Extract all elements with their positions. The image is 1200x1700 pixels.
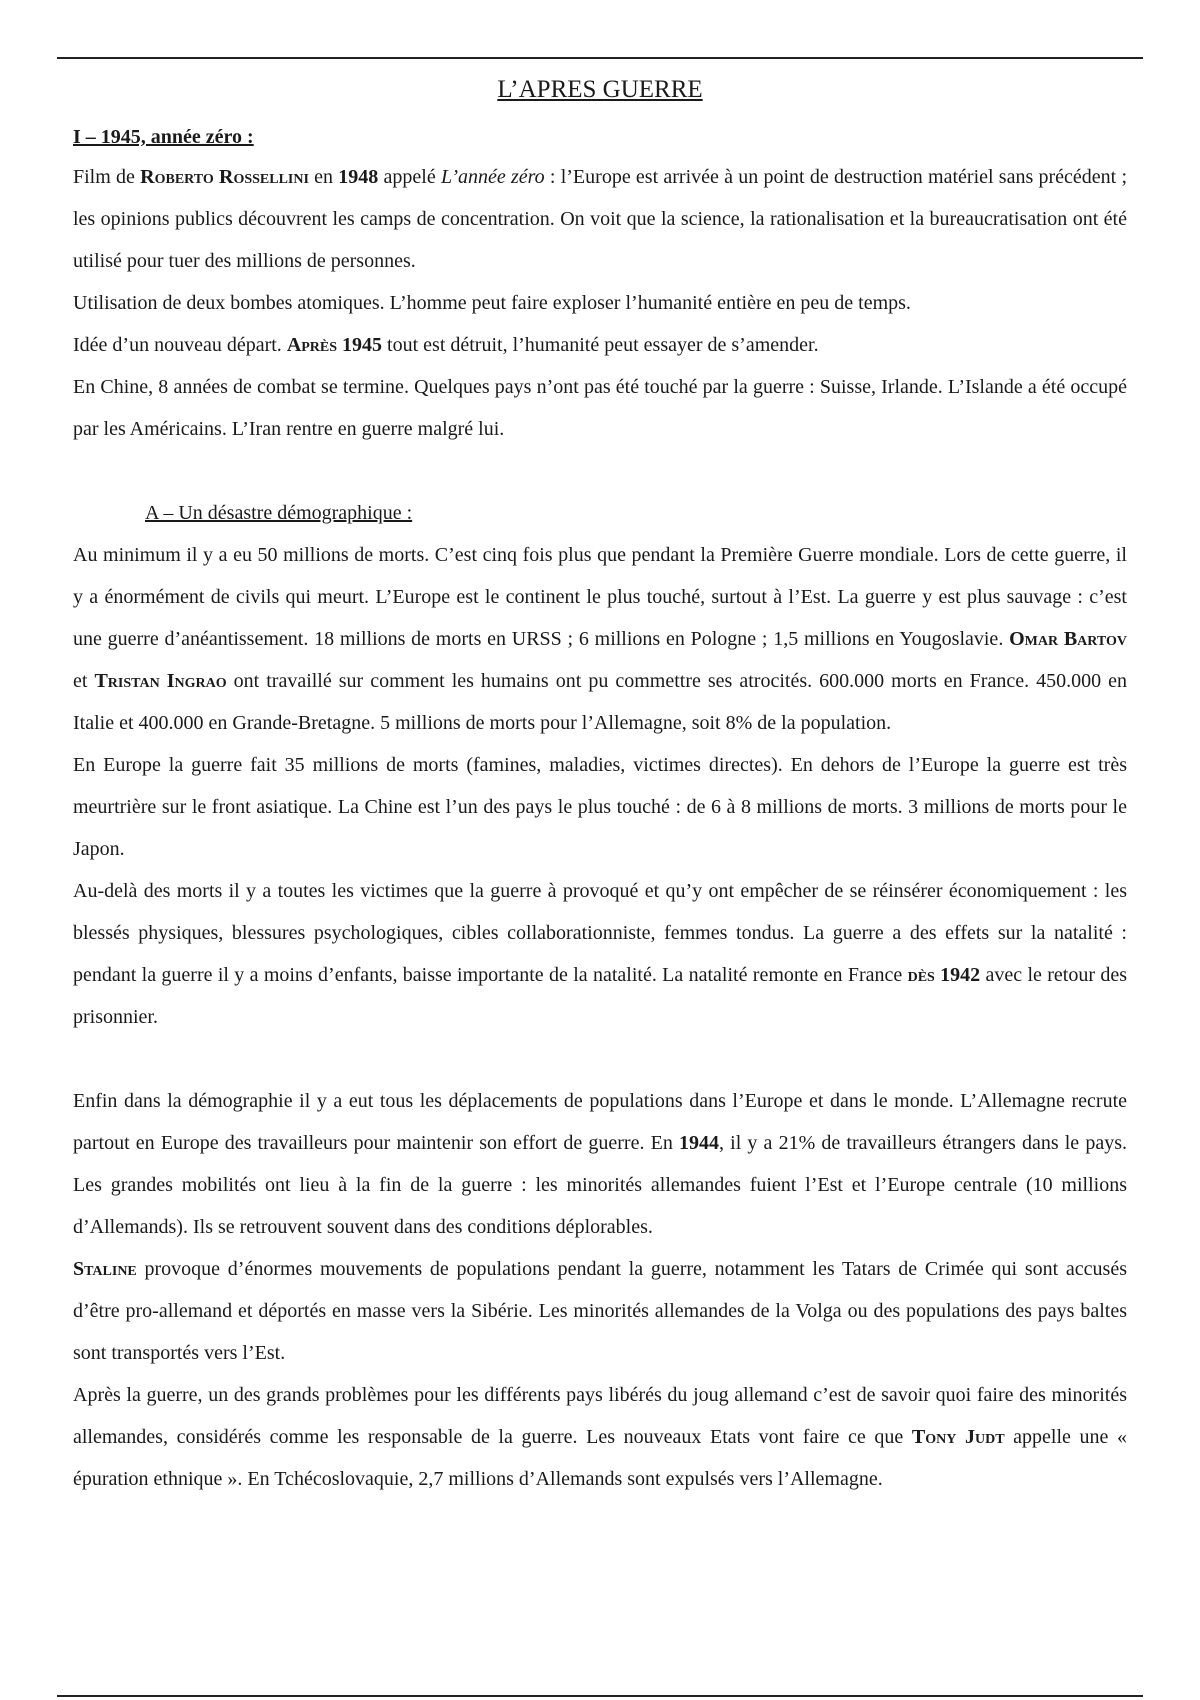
person-name: Tristan Ingrao: [94, 670, 227, 692]
spacer: [73, 450, 1127, 492]
person-name: Omar Bartov: [1009, 628, 1127, 650]
date-marker: dès 1942: [907, 964, 981, 986]
document-page: [73, 70, 1127, 1500]
date-marker: Après 1945: [286, 334, 383, 356]
paragraph-china: En Chine, 8 années de combat se termine. Quelques pays n’ont pas été touché par la guerre : Suisse, Irlande. L’Islande a été occupé par les Américains. L’Iran rentre en guerre malgré lui.: [73, 376, 1127, 440]
person-name: Tony Judt: [911, 1426, 1005, 1448]
spacer: [73, 1038, 1127, 1080]
section-heading-1945: I – 1945, année zéro :: [73, 126, 254, 148]
bottom-rule: [57, 1695, 1143, 1697]
paragraph-displacements: Enfin dans la démographie il y a eut tous les déplacements de populations dans l’Europe et dans le monde. L’Allemagne recrute partout en Europe des travailleurs pour maintenir son effort de guerre. En 1944, il y a 21% de travailleurs étrangers dans le pays. Les grandes mobilités ont lieu à la fin de la guerre : les minorités allemandes fuient l’Est et l’Europe centrale (10 millions d’Allemands). Ils se retrouvent souvent dans des conditions déplorables.: [73, 1090, 1127, 1238]
year: 1944: [678, 1132, 719, 1154]
document-title: L’APRES GUERRE: [497, 76, 703, 103]
paragraph-europe-deaths: En Europe la guerre fait 35 millions de morts (famines, maladies, victimes directes). En dehors de l’Europe la guerre est très meurtrière sur le front asiatique. La Chine est l’un des pays le plus touché : de 6 à 8 millions de morts. 3 millions de morts pour le Japon.: [73, 754, 1127, 860]
paragraph-atomic-bombs: Utilisation de deux bombes atomiques. L’homme peut faire exploser l’humanité entière en peu de temps.: [73, 292, 911, 314]
top-rule: [57, 57, 1143, 59]
person-name: Roberto Rossellini: [140, 166, 309, 188]
year: 1948: [338, 166, 379, 188]
subsection-heading-demography: A – Un désastre démographique :: [145, 502, 413, 524]
paragraph-victims: Au-delà des morts il y a toutes les victimes que la guerre à provoqué et qu’y ont empêcher de se réinsérer économiquement : les blessés physiques, blessures psychologiques, cibles collaborationniste, femmes tondus. La guerre a des effets sur la natalité : pendant la guerre il y a moins d’enfants, baisse importante de la natalité. La natalité remonte en France dès 1942 avec le retour des prisonnier.: [73, 880, 1128, 1028]
paragraph-deaths: Au minimum il y a eu 50 millions de morts. C’est cinq fois plus que pendant la Première Guerre mondiale. Lors de cette guerre, il y a énormément de civils qui meurt. L’Europe est le continent le plus touché, surtout à l’Est. La guerre y est plus sauvage : c’est une guerre d’anéantissement. 18 millions de morts en URSS ; 6 millions en Pologne ; 1,5 millions en Yougoslavie. Omar Bartov et Tristan Ingrao ont travaillé sur comment les humains ont pu commettre ses atrocités. 600.000 morts en France. 450.000 en Italie et 400.000 en Grande-Bretagne. 5 millions de morts pour l’Allemagne, soit 8% de la population.: [73, 544, 1128, 734]
paragraph-rossellini: Film de Roberto Rossellini en 1948 appelé L’année zéro : l’Europe est arrivée à un point de destruction matériel sans précédent ; les opinions publics découvrent les camps de concentration. On voit que la science, la rationalisation et la bureaucratisation ont été utilisé pour tuer des millions de personnes.: [73, 166, 1128, 272]
paragraph-new-start: Idée d’un nouveau départ. Après 1945 tout est détruit, l’humanité peut essayer de s’amender.: [73, 334, 819, 356]
film-title: L’année zéro: [440, 166, 545, 188]
person-name: Staline: [73, 1258, 137, 1280]
paragraph-staline: Staline provoque d’énormes mouvements de populations pendant la guerre, notamment les Tatars de Crimée qui sont accusés d’être pro-allemand et déportés en masse vers la Sibérie. Les minorités allemandes de la Volga ou des populations des pays baltes sont transportés vers l’Est.: [73, 1258, 1127, 1364]
paragraph-german-minorities: Après la guerre, un des grands problèmes pour les différents pays libérés du joug allemand c’est de savoir quoi faire des minorités allemandes, considérés comme les responsable de la guerre. Les nouveaux Etats vont faire ce que Tony Judt appelle une « épuration ethnique ». En Tchécoslovaquie, 2,7 millions d’Allemands sont expulsés vers l’Allemagne.: [73, 1384, 1127, 1490]
